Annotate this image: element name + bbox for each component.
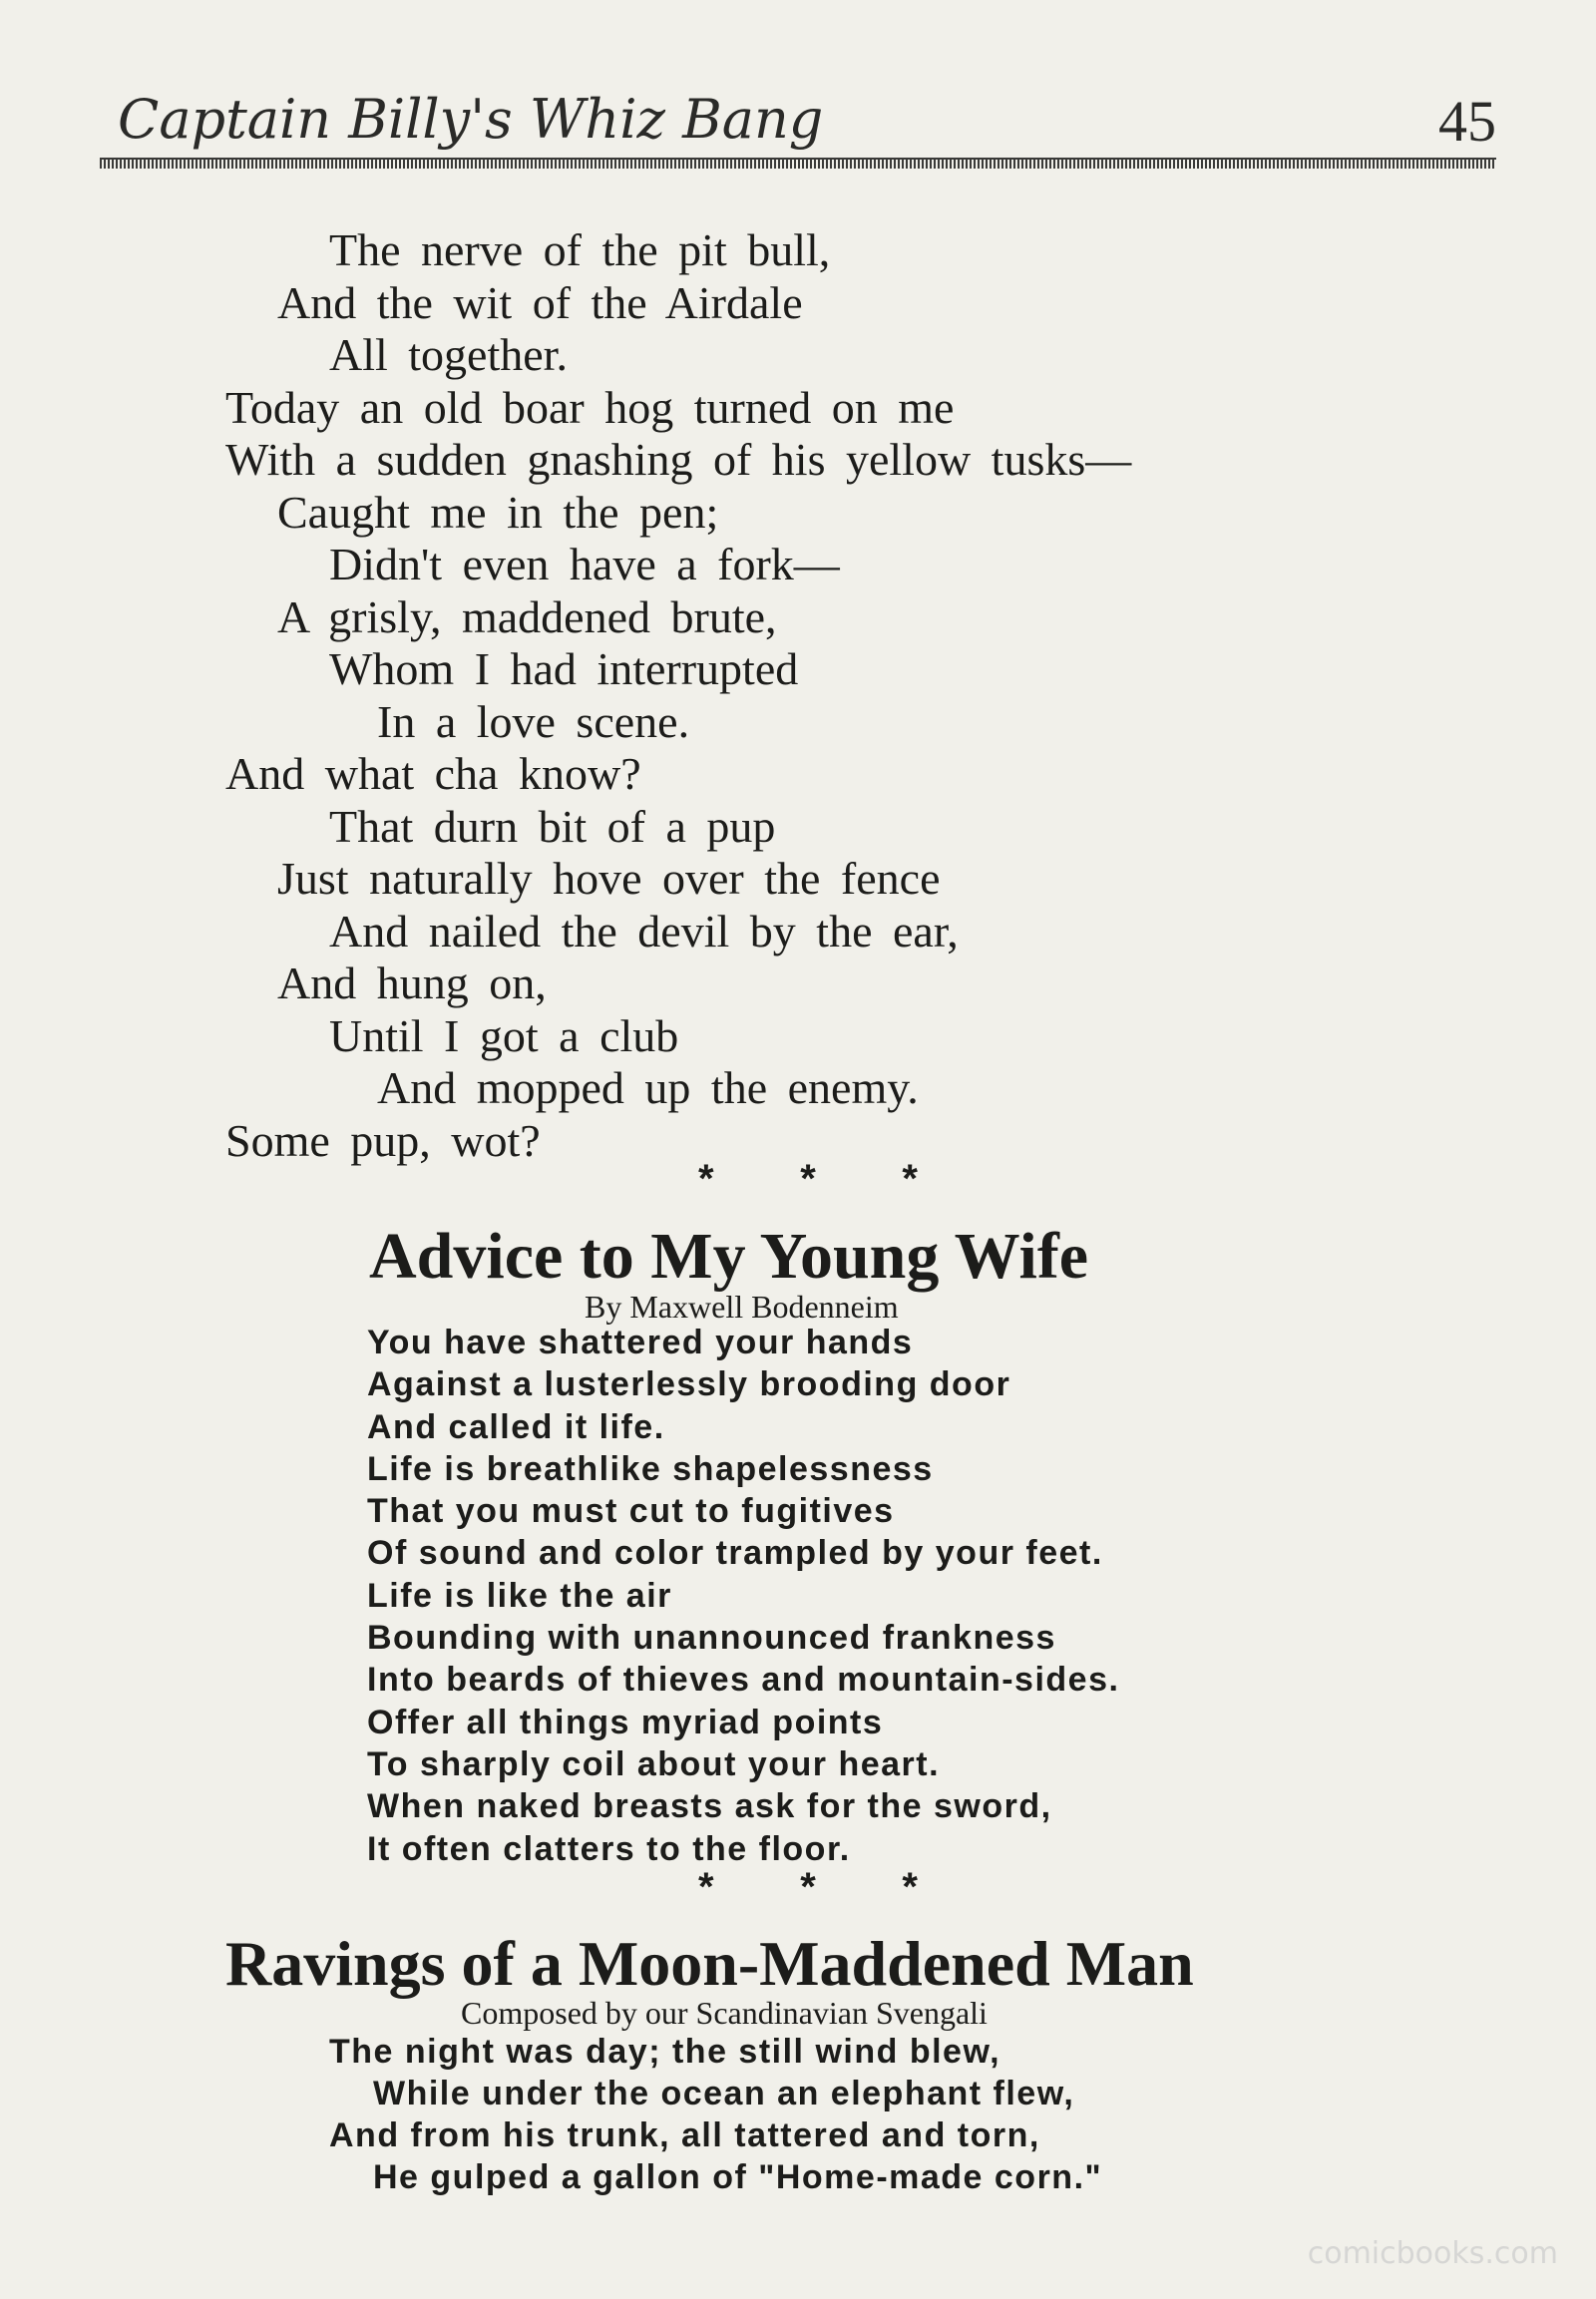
verse-line: That you must cut to fugitives (367, 1492, 895, 1531)
separator-star: * (902, 1865, 918, 1909)
poem-advice (367, 1322, 1119, 1870)
section-separator (698, 1157, 918, 1202)
section-title-advice: Advice to My Young Wife (369, 1220, 1089, 1293)
section-separator (698, 1865, 918, 1910)
section-title-ravings: Ravings of a Moon-Maddened Man (225, 1928, 1194, 1999)
verse-line: All together. (329, 329, 568, 380)
verse-line: To sharply coil about your heart. (367, 1744, 941, 1783)
verse-line: Whom I had interrupted (329, 643, 799, 694)
header-rule (100, 158, 1496, 169)
separator-star: * (698, 1157, 714, 1201)
verse-line: Until I got a club (329, 1009, 679, 1061)
verse-line: And mopped up the enemy. (377, 1062, 919, 1113)
verse-line: It often clatters to the floor. (367, 1829, 851, 1868)
verse-line: And from his trunk, all tattered and torn, (329, 2116, 1040, 2154)
verse-line: While under the ocean an elephant flew, (373, 2075, 1075, 2112)
page-header (100, 88, 1496, 168)
verse-line: Into beards of thieves and mountain-sides. (367, 1661, 1120, 1700)
verse-line: That durn bit of a pup (329, 800, 776, 852)
separator-star: * (800, 1157, 816, 1201)
verse-line: And what cha know? (225, 748, 641, 799)
verse-line: The nerve of the pit bull, (329, 224, 831, 275)
watermark: comicbooks.com (1307, 2236, 1558, 2271)
section-byline-advice: By Maxwell Bodenneim (585, 1289, 899, 1325)
verse-line: Didn't even have a fork— (329, 539, 840, 589)
verse-line: Against a lusterlessly brooding door (367, 1365, 1011, 1404)
verse-line: Offer all things myriad points (367, 1703, 884, 1741)
verse-line: Caught me in the pen; (277, 486, 719, 538)
page-number: 45 (1438, 89, 1496, 154)
verse-line: Some pup, wot? (225, 1114, 541, 1166)
poem-dog-verse (225, 224, 1131, 1167)
verse-line: In a love scene. (377, 695, 690, 747)
separator-star: * (902, 1157, 918, 1201)
verse-line: When naked breasts ask for the sword, (367, 1787, 1052, 1826)
section-byline-ravings: Composed by our Scandinavian Svengali (461, 1995, 988, 2031)
verse-line: With a sudden gnashing of his yellow tusks— (225, 434, 1132, 485)
verse-line: And the wit of the Airdale (277, 276, 803, 328)
verse-line: The night was day; the still wind blew, (329, 2033, 1001, 2071)
verse-line: And hung on, (277, 958, 547, 1008)
verse-line: Bounding with unannounced frankness (367, 1619, 1056, 1658)
verse-line: He gulped a gallon of "Home-made corn." (373, 2158, 1103, 2196)
verse-line: Of sound and color trampled by your feet. (367, 1534, 1103, 1573)
verse-line: A grisly, maddened brute, (277, 590, 777, 642)
verse-line: Life is like the air (367, 1576, 672, 1615)
verse-line: And called it life. (367, 1407, 665, 1446)
verse-line: Life is breathlike shapelessness (367, 1449, 934, 1488)
verse-line: And nailed the devil by the ear, (329, 905, 959, 957)
running-title: Captain Billy's Whiz Bang (118, 88, 824, 151)
verse-line: You have shattered your hands (367, 1324, 914, 1361)
separator-star: * (800, 1865, 816, 1909)
poem-ravings (329, 2031, 1102, 2198)
separator-star: * (698, 1865, 714, 1909)
verse-line: Just naturally hove over the fence (277, 853, 941, 904)
verse-line: Today an old boar hog turned on me (225, 381, 955, 433)
